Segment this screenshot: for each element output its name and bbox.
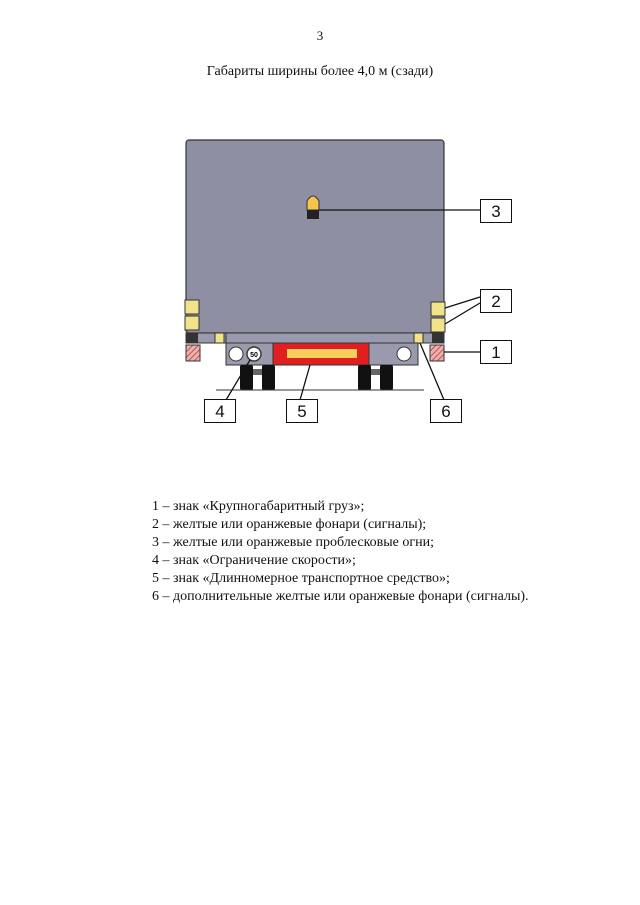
right-lamp-upper — [431, 302, 445, 316]
legend-item-5: 5 – знак «Длинномерное транспортное средство»; — [152, 571, 450, 586]
page-number: 3 — [316, 28, 324, 43]
left-axle — [253, 369, 262, 375]
legend-item-3: 3 – желтые или оранжевые проблесковые огни; — [152, 535, 435, 550]
left-frame-block — [186, 333, 198, 343]
left-tail-light — [229, 347, 243, 361]
callout-6: 6 — [430, 399, 462, 423]
long-vehicle-sign-stripe — [287, 349, 357, 358]
callout-4: 4 — [204, 399, 236, 423]
legend-item-2: 2 – желтые или оранжевые фонари (сигналы); — [152, 517, 427, 532]
left-lamp-lower — [185, 316, 199, 330]
callout-3: 3 — [480, 199, 512, 223]
right-tail-light — [397, 347, 411, 361]
left-lamp-upper — [185, 300, 199, 314]
legend-item-1: 1 – знак «Крупногабаритный груз»; — [152, 499, 365, 514]
beacon-base — [307, 210, 319, 219]
callout-5: 5 — [286, 399, 318, 423]
speed-limit-sign-text: 50 — [250, 352, 258, 359]
legend-item-4: 4 – знак «Ограничение скорости»; — [152, 553, 356, 568]
rear-frame — [224, 333, 414, 343]
cargo-body — [186, 140, 444, 333]
left-oversize-sign — [186, 345, 200, 361]
leader-5 — [300, 365, 310, 400]
right-oversize-sign — [430, 345, 444, 361]
beacon-light — [307, 196, 319, 210]
callout-2: 2 — [480, 289, 512, 313]
right-wheel-outer — [380, 365, 393, 390]
left-additional-lamp — [215, 333, 224, 343]
right-axle — [371, 369, 380, 375]
right-wheel-inner — [358, 365, 371, 390]
legend — [152, 498, 592, 606]
callout-1: 1 — [480, 340, 512, 364]
right-lamp-lower — [431, 318, 445, 332]
left-wheel-outer — [240, 365, 253, 390]
right-frame-block — [432, 333, 444, 343]
page-title: Габариты ширины более 4,0 м (сзади) — [206, 64, 434, 79]
left-wheel-inner — [262, 365, 275, 390]
right-additional-lamp — [414, 333, 423, 343]
legend-item-6: 6 – дополнительные желтые или оранжевые фонари (сигналы). — [152, 589, 529, 604]
